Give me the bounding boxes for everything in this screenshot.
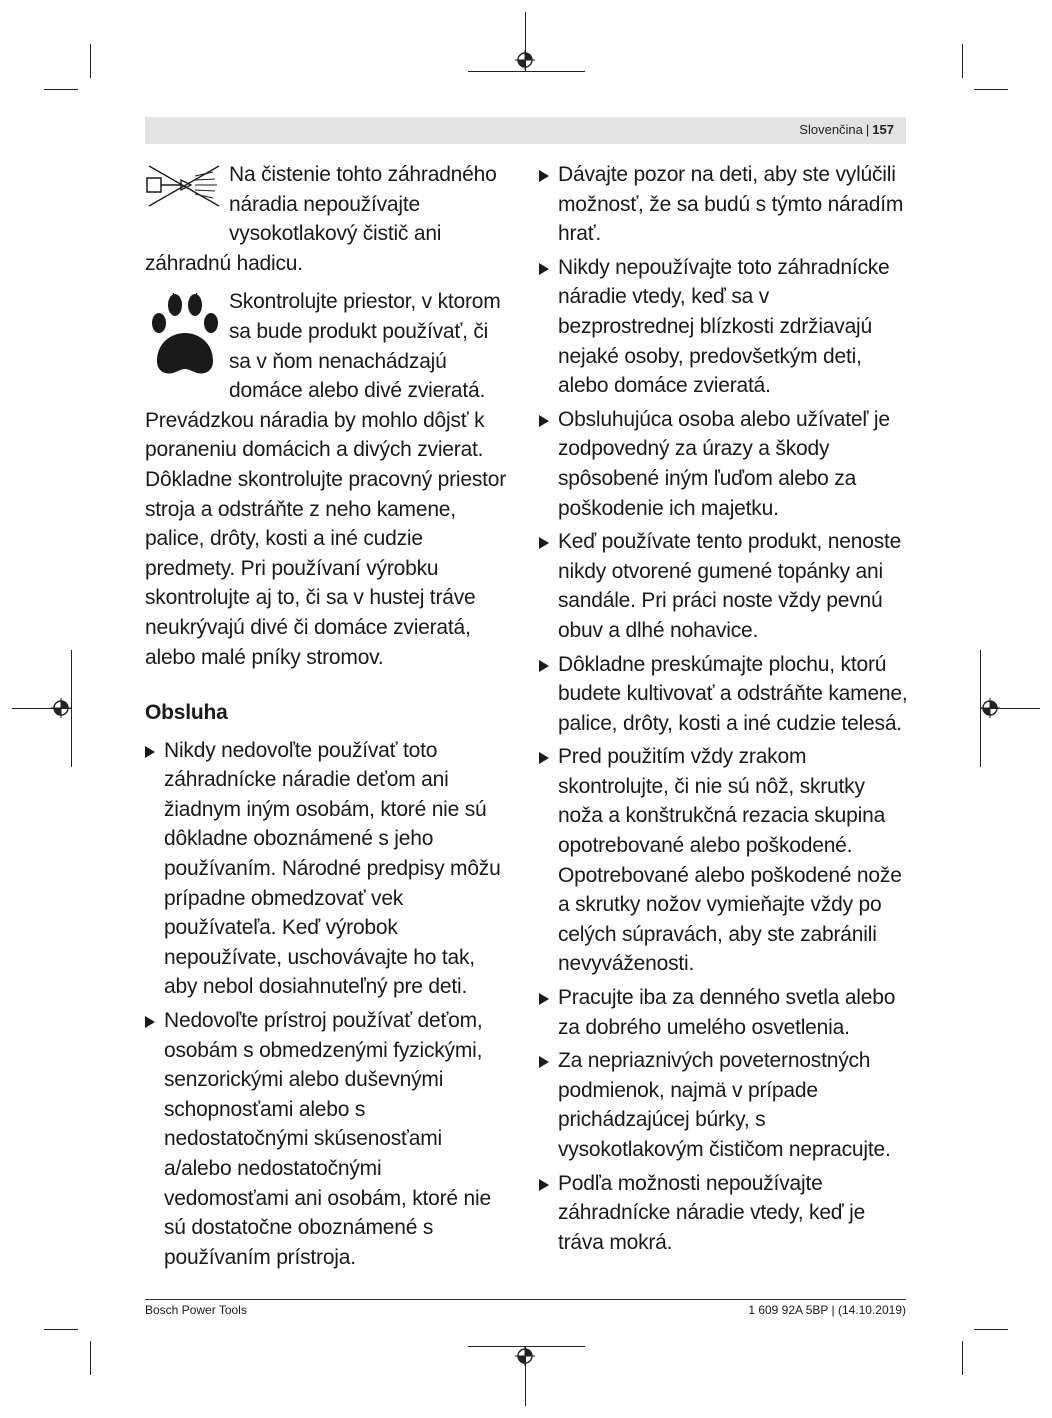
no-water-notice-text: Na čistenie tohto záhradného náradia nepoužívajte vysokotlakový čistič ani záhradnú hadicu. <box>145 163 497 275</box>
list-item-text: Za nepriaznivých poveternostných podmienok, najmä v prípade prichádzajúcej búrky, s vysokotlakovým čističom nepracujte. <box>558 1049 891 1161</box>
bullet-triangle-icon <box>539 993 549 1005</box>
crop-mark <box>90 44 91 78</box>
registration-line <box>71 650 72 767</box>
footer-divider <box>145 1299 906 1300</box>
right-column <box>539 160 909 1261</box>
list-item-text: Dôkladne preskúmajte plochu, ktorú budete kultivovať a odstráňte kamene, palice, drôty, kosti a iné cudzie telesá. <box>558 652 908 735</box>
registration-target-icon <box>515 50 535 70</box>
no-water-notice <box>145 160 510 278</box>
list-item <box>539 1046 909 1164</box>
header-language: Slovenčina <box>799 122 863 137</box>
list-item <box>539 1169 909 1258</box>
animals-notice-text: Skontrolujte priestor, v ktorom sa bude produkt používať, či sa v ňom nenachádzajú domáce alebo divé zvieratá. Prevádzkou náradia by mohlo dôjsť k poraneniu domácich a divých zvierat. Dôkladne skontrolujte pracovný priestor stroja a odstráňte z neho kamene, palice, drôty, kosti a iné cudzie predmety. Pri používaní výrobku skontrolujte aj to, či sa v hustej tráve neukrývajú divé či domáce zvieratá, alebo malé pníky stromov. <box>145 290 507 669</box>
crop-mark <box>962 44 963 78</box>
registration-target-icon <box>515 1346 535 1366</box>
list-item-text: Podľa možnosti nepoužívajte záhradnícke náradie vtedy, keď je tráva mokrá. <box>558 1171 866 1254</box>
bullet-triangle-icon <box>539 660 549 672</box>
header-separator: | <box>865 122 870 137</box>
list-item <box>539 160 909 249</box>
footer-brand: Bosch Power Tools <box>145 1303 247 1317</box>
crop-mark <box>974 1329 1008 1330</box>
crop-mark <box>962 1341 963 1375</box>
registration-line <box>468 71 585 72</box>
no-water-jet-icon <box>145 160 225 220</box>
paw-print-icon <box>145 291 225 379</box>
right-bullet-list <box>539 160 909 1257</box>
header-text <box>799 122 894 137</box>
bullet-triangle-icon <box>145 1016 155 1028</box>
registration-target-icon <box>980 698 1000 718</box>
list-item <box>539 527 909 645</box>
bullet-triangle-icon <box>539 1179 549 1191</box>
list-item-text: Nikdy nedovoľte používať toto záhradnícke náradie deťom ani žiadnym iným osobám, ktoré nie sú dôkladne oboznámené s jeho používaním. Národné predpisy môžu prípadne obmedzovať vek používateľa. Keď výrobok nepoužívate, uschovávajte ho tak, aby nebol dosiahnuteľný pre deti. <box>164 738 501 999</box>
list-item <box>145 736 510 1002</box>
list-item-text: Pred použitím vždy zrakom skontrolujte, či nie sú nôž, skrutky noža a konštrukčná rezacia skupina opotrebované alebo poškodené. Opotrebované alebo poškodené nože a skrutky nožov vymieňajte vždy po celých súpravách, aby ste zabránili nevyváženosti. <box>558 745 902 976</box>
registration-target-icon <box>51 698 71 718</box>
bullet-triangle-icon <box>539 1056 549 1068</box>
left-bullet-list <box>145 736 510 1273</box>
list-item <box>539 253 909 401</box>
list-item <box>539 650 909 739</box>
bullet-triangle-icon <box>539 170 549 182</box>
list-item-text: Keď používate tento produkt, nenoste nikdy otvorené gumené topánky ani sandále. Pri práci noste vždy pevnú obuv a dlhé nohavice. <box>558 530 902 642</box>
bullet-triangle-icon <box>539 415 549 427</box>
list-item-text: Obsluhujúca osoba alebo užívateľ je zodpovedný za úrazy a škody spôsobené iným ľuďom alebo za poškodenie ich majetku. <box>558 407 890 520</box>
crop-mark <box>90 1341 91 1375</box>
crop-mark <box>974 89 1008 90</box>
bullet-triangle-icon <box>539 263 549 275</box>
list-item <box>539 983 909 1042</box>
page-number: 157 <box>872 122 894 137</box>
animals-notice <box>145 287 510 672</box>
bullet-triangle-icon <box>539 537 549 549</box>
crop-mark <box>44 89 78 90</box>
crop-mark <box>44 1329 78 1330</box>
left-column <box>145 160 510 1276</box>
list-item <box>539 742 909 979</box>
list-item-text: Nikdy nepoužívajte toto záhradnícke náradie vtedy, keď sa v bezprostrednej blízkosti zdržiavajú nejaké osoby, predovšetkým deti, alebo domáce zvieratá. <box>558 255 890 398</box>
list-item-text: Nedovoľte prístroj používať deťom, osobám s obmedzenými fyzickými, senzorickými alebo duševnými schopnosťami alebo s nedostatočnými skúsenosťami a/alebo nedostatočnými vedomosťami ani osobám, ktoré nie sú dostatočne oboznámené s používaním prístroja. <box>164 1009 491 1269</box>
list-item <box>539 405 909 523</box>
list-item-text: Dávajte pozor na deti, aby ste vylúčili možnosť, že sa budú s týmto náradím hrať. <box>558 163 904 246</box>
footer-doc-code: 1 609 92A 5BP | (14.10.2019) <box>748 1303 906 1317</box>
bullet-triangle-icon <box>539 752 549 764</box>
section-title: Obsluha <box>145 701 228 725</box>
page-header <box>145 117 906 144</box>
list-item <box>145 1006 510 1272</box>
bullet-triangle-icon <box>145 746 155 758</box>
list-item-text: Pracujte iba za denného svetla alebo za dobrého umelého osvetlenia. <box>558 986 896 1039</box>
